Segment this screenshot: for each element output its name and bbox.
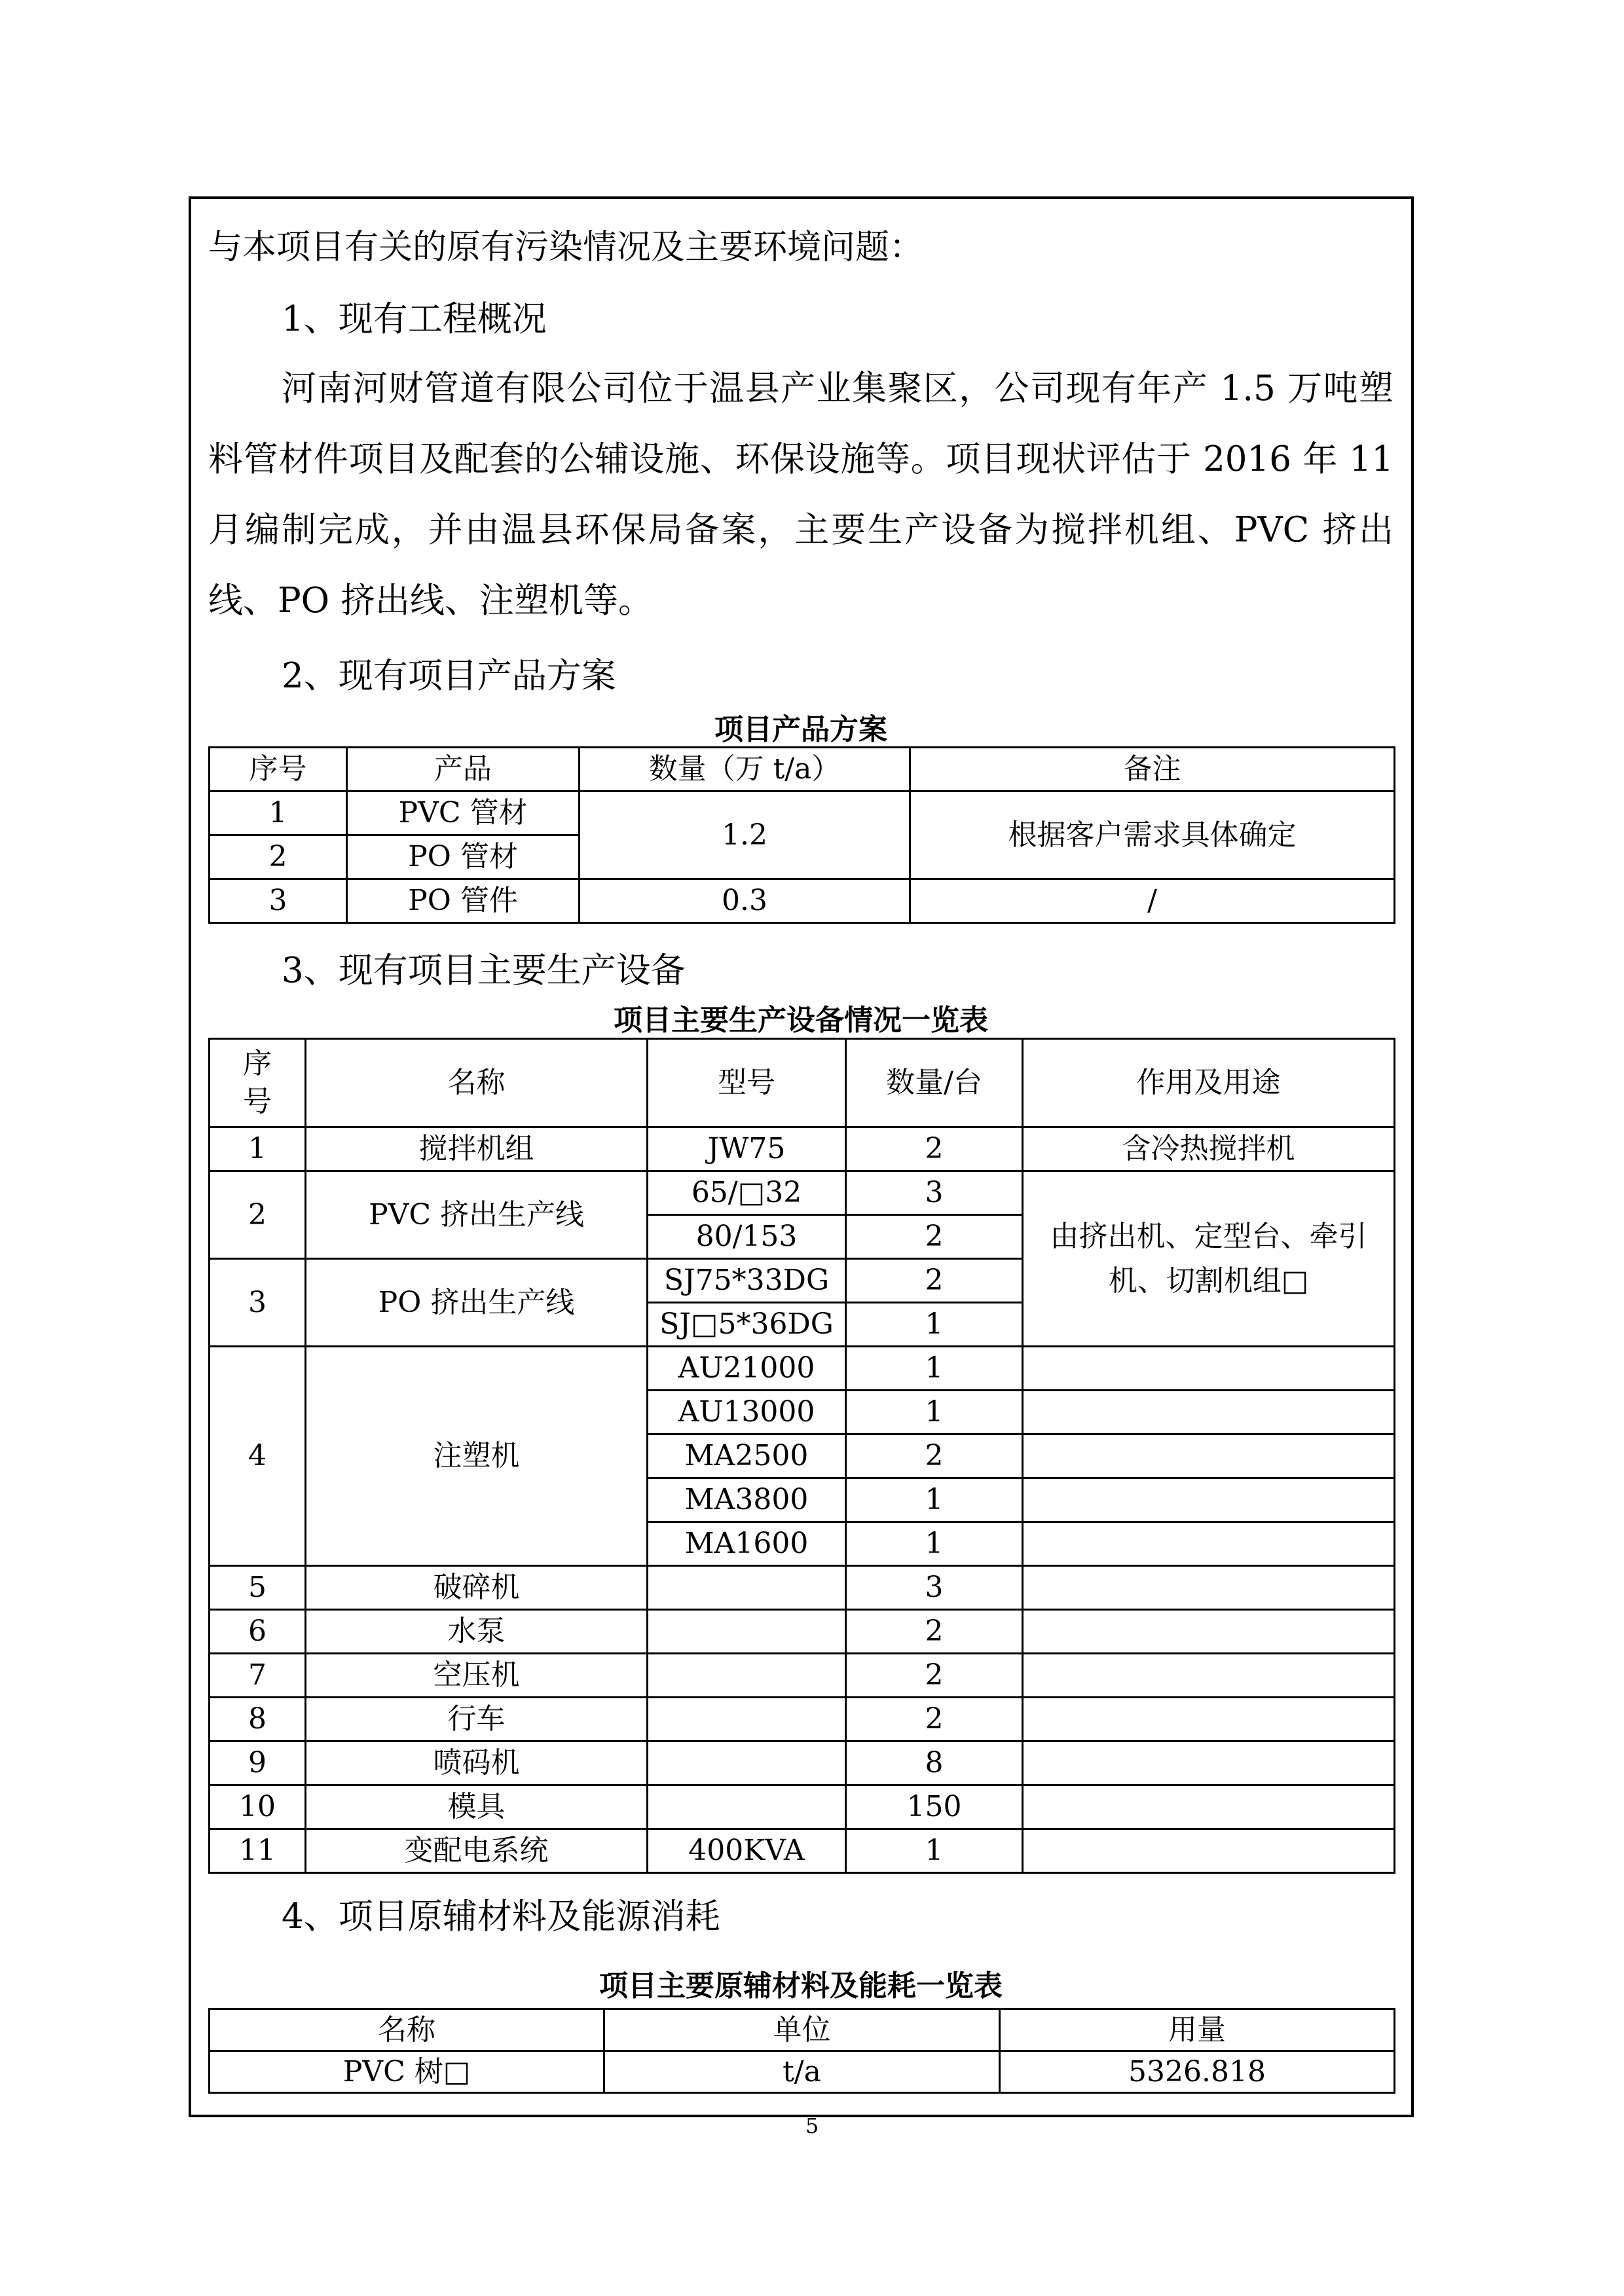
cell-model (648, 1698, 846, 1741)
cell-name: PVC 挤出生产线 (306, 1171, 648, 1259)
cell-qty: 3 (846, 1171, 1023, 1215)
header-cell: 备注 (910, 748, 1395, 792)
cell-name: 行车 (306, 1698, 648, 1741)
subsection-2-title: 2、现有项目产品方案 (282, 656, 616, 696)
cell-unit: t/a (604, 2051, 1000, 2093)
cell-no: 1 (210, 792, 347, 835)
cell-qty: 1 (846, 1829, 1023, 1873)
cell-name: 搅拌机组 (306, 1127, 648, 1171)
table-row (210, 1127, 1395, 1171)
subsection-1-title: 1、现有工程概况 (282, 299, 547, 339)
header-cell: 数量（万 t/a） (580, 748, 910, 792)
cell-model (648, 1654, 846, 1698)
cell-use (1023, 1391, 1395, 1434)
table-row (210, 1566, 1395, 1610)
cell-no: 2 (210, 1171, 306, 1259)
equipment-table (208, 1038, 1395, 1874)
cell-model: MA1600 (648, 1522, 846, 1566)
table1-caption: 项目产品方案 (714, 713, 887, 746)
cell-name: PVC 树□ (210, 2051, 604, 2093)
cell-no: 11 (210, 1829, 306, 1873)
table-header-row (210, 2009, 1395, 2051)
cell-model: SJ75*33DG (648, 1259, 846, 1303)
cell-no: 9 (210, 1741, 306, 1785)
cell-no: 7 (210, 1654, 306, 1698)
table2-caption: 项目主要生产设备情况一览表 (614, 1004, 988, 1037)
header-cell: 序号 (210, 1039, 306, 1127)
cell-qty: 3 (846, 1566, 1023, 1610)
cell-qty: 1 (846, 1347, 1023, 1391)
table-row (210, 1610, 1395, 1654)
table-row (210, 1741, 1395, 1785)
cell-use (1023, 1741, 1395, 1785)
cell-name: 空压机 (306, 1654, 648, 1698)
cell-qty: 2 (846, 1127, 1023, 1171)
cell-no: 2 (210, 835, 347, 879)
cell-use (1023, 1698, 1395, 1741)
cell-model: 400KVA (648, 1829, 846, 1873)
product-table (208, 746, 1395, 924)
table-header-row (210, 748, 1395, 792)
table-row (210, 1347, 1395, 1391)
section-heading: 与本项目有关的原有污染情况及主要环境问题： (208, 228, 924, 267)
table-row (210, 2051, 1395, 2093)
cell-model: AU21000 (648, 1347, 846, 1391)
materials-table (208, 2008, 1395, 2094)
cell-model: SJ□5*36DG (648, 1303, 846, 1347)
cell-no: 3 (210, 879, 347, 923)
cell-product: PO 管件 (347, 879, 580, 923)
cell-use-merged: 由挤出机、定型台、牵引机、切割机组□ (1023, 1171, 1395, 1347)
table-row (210, 1698, 1395, 1741)
subsection-3-title: 3、现有项目主要生产设备 (282, 951, 686, 991)
cell-name: PO 挤出生产线 (306, 1259, 648, 1347)
cell-no: 1 (210, 1127, 306, 1171)
cell-no: 10 (210, 1785, 306, 1829)
cell-no: 8 (210, 1698, 306, 1741)
cell-use (1023, 1347, 1395, 1391)
cell-qty: 1 (846, 1303, 1023, 1347)
header-cell: 名称 (210, 2009, 604, 2051)
cell-use (1023, 1829, 1395, 1873)
cell-name: 注塑机 (306, 1347, 648, 1566)
cell-qty: 2 (846, 1698, 1023, 1741)
cell-product: PO 管材 (347, 835, 580, 879)
table-row (210, 1785, 1395, 1829)
cell-use (1023, 1478, 1395, 1522)
header-cell: 产品 (347, 748, 580, 792)
cell-use (1023, 1522, 1395, 1566)
cell-qty: 150 (846, 1785, 1023, 1829)
cell-qty: 2 (846, 1434, 1023, 1478)
table-row (210, 1171, 1395, 1215)
cell-use (1023, 1610, 1395, 1654)
cell-qty: 1 (846, 1522, 1023, 1566)
cell-name: 喷码机 (306, 1741, 648, 1785)
cell-name: 模具 (306, 1785, 648, 1829)
table-row (210, 1829, 1395, 1873)
header-cell: 作用及用途 (1023, 1039, 1395, 1127)
cell-qty-merged: 1.2 (580, 792, 910, 879)
cell-no: 5 (210, 1566, 306, 1610)
cell-qty: 1 (846, 1391, 1023, 1434)
cell-model (648, 1610, 846, 1654)
table-row (210, 792, 1395, 835)
cell-model (648, 1741, 846, 1785)
cell-name: 变配电系统 (306, 1829, 648, 1873)
table-header-row (210, 1039, 1395, 1127)
cell-model (648, 1785, 846, 1829)
header-cell: 用量 (1000, 2009, 1395, 2051)
cell-qty: 2 (846, 1654, 1023, 1698)
table3-caption: 项目主要原辅材料及能耗一览表 (599, 1969, 1003, 2003)
cell-qty: 2 (846, 1259, 1023, 1303)
cell-model: 80/153 (648, 1215, 846, 1259)
cell-qty: 1 (846, 1478, 1023, 1522)
cell-no: 3 (210, 1259, 306, 1347)
cell-qty: 2 (846, 1610, 1023, 1654)
cell-model: JW75 (648, 1127, 846, 1171)
overview-paragraph: 河南河财管道有限公司位于温县产业集聚区，公司现有年产 1.5 万吨塑料管材件项目及配套的公辅设施、环保设施等。项目现状评估于 2016 年 11 月编制完成，并由温县环保局备案，主要生产设备为搅拌机组、PVC 挤出线、PO 挤出线、注塑机等。 (208, 369, 1393, 621)
cell-model: 65/□32 (648, 1171, 846, 1215)
cell-model (648, 1566, 846, 1610)
cell-name: 破碎机 (306, 1566, 648, 1610)
cell-qty: 0.3 (580, 879, 910, 923)
cell-no: 6 (210, 1610, 306, 1654)
cell-use (1023, 1566, 1395, 1610)
cell-note-merged: 根据客户需求具体确定 (910, 792, 1395, 879)
cell-model: MA2500 (648, 1434, 846, 1478)
subsection-4-title: 4、项目原辅材料及能源消耗 (282, 1897, 720, 1937)
cell-use (1023, 1434, 1395, 1478)
cell-product: PVC 管材 (347, 792, 580, 835)
page-number: 5 (805, 2113, 819, 2138)
cell-qty: 8 (846, 1741, 1023, 1785)
cell-note: / (910, 879, 1395, 923)
cell-no: 4 (210, 1347, 306, 1566)
table-row (210, 879, 1395, 923)
header-cell: 单位 (604, 2009, 1000, 2051)
table-row (210, 1654, 1395, 1698)
cell-model: MA3800 (648, 1478, 846, 1522)
header-cell: 序号 (210, 748, 347, 792)
header-cell: 名称 (306, 1039, 648, 1127)
header-cell: 型号 (648, 1039, 846, 1127)
cell-name: 水泵 (306, 1610, 648, 1654)
header-cell: 数量/台 (846, 1039, 1023, 1127)
cell-amount: 5326.818 (1000, 2051, 1395, 2093)
cell-use: 含冷热搅拌机 (1023, 1127, 1395, 1171)
cell-use (1023, 1654, 1395, 1698)
cell-use (1023, 1785, 1395, 1829)
cell-qty: 2 (846, 1215, 1023, 1259)
cell-model: AU13000 (648, 1391, 846, 1434)
